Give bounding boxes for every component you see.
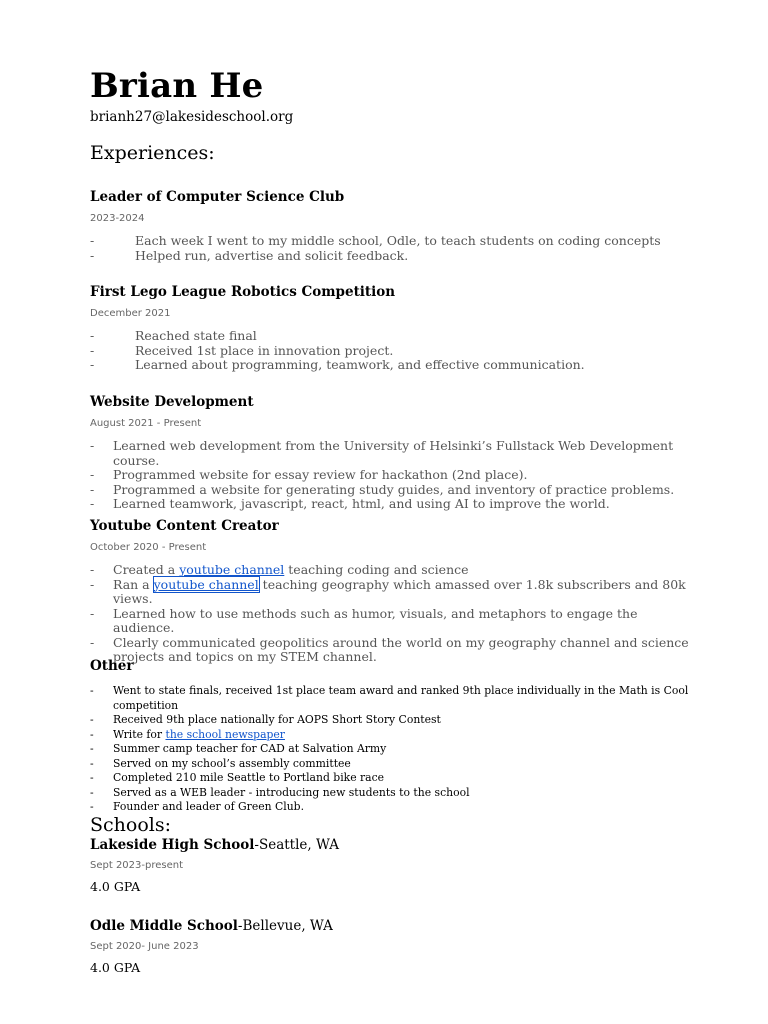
other-heading: Other bbox=[90, 658, 134, 674]
list-item: - Learned web development from the University of Helsinki’s Fullstack Web Development course. bbox=[90, 438, 674, 468]
list-item: - Created a youtube channel teaching coding and science bbox=[90, 562, 469, 577]
school-location: -Bellevue, WA bbox=[237, 918, 333, 934]
email-address: brianh27@lakesideschool.org bbox=[90, 109, 294, 125]
school-odle bbox=[90, 917, 690, 976]
list-item: - Completed 210 mile Seattle to Portland bike race bbox=[90, 771, 385, 784]
list-item: - Summer camp teacher for CAD at Salvation Army bbox=[90, 742, 387, 755]
list-item: - Received 9th place nationally for AOPS Short Story Contest bbox=[90, 713, 441, 726]
experience-date: December 2021 bbox=[90, 308, 171, 319]
list-item: - Learned how to use methods such as humor, visuals, and metaphors to engage the audience. bbox=[90, 605, 638, 635]
experience-lego-robotics bbox=[90, 283, 690, 373]
list-item: - Programmed website for essay review for hackathon (2nd place). bbox=[90, 467, 528, 482]
resume-name: Brian He bbox=[90, 66, 264, 106]
experience-youtube bbox=[90, 517, 690, 665]
list-item: - Learned teamwork, javascript, react, html, and using AI to improve the world. bbox=[90, 496, 610, 511]
youtube-channel-link[interactable]: youtube channel bbox=[179, 562, 285, 577]
list-item: - Each week I went to my middle school, Odle, to teach students on coding concepts bbox=[90, 233, 661, 248]
other-section bbox=[90, 657, 690, 815]
list-item: - Ran a youtube channel teaching geography which amassed over 1.8k subscribers and 80k views. bbox=[90, 576, 686, 606]
school-date: Sept 2023-present bbox=[90, 860, 184, 871]
list-item: - Programmed a website for generating study guides, and inventory of practice problems. bbox=[90, 481, 675, 497]
school-lakeside bbox=[90, 836, 690, 895]
experience-date: August 2021 - Present bbox=[90, 418, 202, 429]
experience-title: Website Development bbox=[90, 394, 254, 410]
list-item: - Helped run, advertise and solicit feedback. bbox=[90, 247, 409, 263]
experience-bullets bbox=[90, 563, 690, 665]
school-newspaper-link[interactable]: the school newspaper bbox=[165, 727, 285, 741]
experience-date: October 2020 - Present bbox=[90, 542, 207, 553]
experience-bullets bbox=[90, 439, 690, 512]
experience-title: Leader of Computer Science Club bbox=[90, 189, 345, 205]
school-date: Sept 2020- June 2023 bbox=[90, 941, 199, 952]
youtube-channel-link[interactable]: youtube channel bbox=[153, 576, 259, 592]
school-name-line bbox=[90, 836, 690, 854]
list-item: - Write for the school newspaper bbox=[90, 727, 285, 741]
experience-bullets bbox=[90, 234, 690, 263]
list-item: - Served on my school’s assembly committee bbox=[90, 756, 351, 770]
experience-title: Youtube Content Creator bbox=[90, 518, 279, 534]
experience-bullets bbox=[90, 329, 690, 373]
list-item: - Served as a WEB leader - introducing new students to the school bbox=[90, 785, 470, 799]
school-location: -Seattle, WA bbox=[254, 837, 339, 853]
school-gpa: 4.0 GPA bbox=[90, 960, 141, 975]
list-item: - Received 1st place in innovation project. bbox=[90, 342, 394, 358]
experience-date: 2023-2024 bbox=[90, 213, 145, 224]
list-item: - Founder and leader of Green Club. bbox=[90, 800, 305, 813]
schools-heading: Schools: bbox=[90, 814, 172, 836]
list-item: - Clearly communicated geopolitics around the world on my geography channel and science projects and topics on my STEM channel. bbox=[90, 634, 689, 664]
experience-web-dev bbox=[90, 393, 690, 512]
school-gpa: 4.0 GPA bbox=[90, 879, 141, 894]
list-item: - Learned about programming, teamwork, and effective communication. bbox=[90, 357, 585, 372]
experience-title: First Lego League Robotics Competition bbox=[90, 284, 396, 300]
other-bullets bbox=[90, 684, 690, 815]
school-name: Lakeside High School bbox=[90, 837, 255, 853]
experiences-heading: Experiences: bbox=[90, 142, 215, 164]
list-item: - Reached state final bbox=[90, 328, 257, 343]
experience-cs-club bbox=[90, 188, 690, 263]
list-item: - Went to state finals, received 1st place team award and ranked 9th place individually in the Math is Cool competition bbox=[90, 684, 689, 712]
school-name: Odle Middle School bbox=[90, 918, 238, 934]
school-name-line bbox=[90, 917, 690, 935]
